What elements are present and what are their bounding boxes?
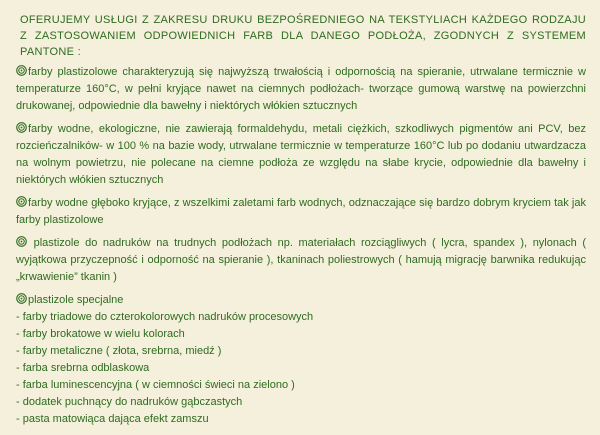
list-item: - farba srebrna odblaskowa	[16, 362, 150, 374]
list-item: - farby triadowe do czterokolorowych nadruków procesowych	[16, 311, 314, 323]
paragraph-water-covering	[16, 195, 586, 229]
paragraph-water-eco	[16, 121, 586, 189]
target-icon	[16, 122, 27, 133]
list-item: - farba luminescencyjna ( w ciemności świeci na zielono )	[16, 379, 295, 391]
intro-text: OFERUJEMY USŁUGI Z ZAKRESU DRUKU BEZPOŚREDNIEGO NA TEKSTYLIACH KAŻDEGO RODZAJU Z ZASTOSOWANIEM ODPOWIEDNICH FARB DLA DANEGO PODŁOŻA, ZGODNYCH Z SYSTEMEM PANTONE :	[20, 14, 586, 58]
list-item: - dodatek puchnący do nadruków gąbczastych	[16, 396, 243, 408]
list-item: - farby brokatowe w wielu kolorach	[16, 328, 185, 340]
target-icon	[16, 236, 27, 247]
special-list	[16, 309, 586, 428]
special-title-text: plastizole specjalne	[28, 294, 124, 306]
special-section	[16, 292, 586, 428]
target-icon	[16, 65, 27, 76]
paragraph-difficult-substrates	[16, 235, 586, 286]
paragraph-text: farby wodne, ekologiczne, nie zawierają formaldehydu, metali ciężkich, szkodliwych pigmentów ani PCV, bez rozcieńczalników- w 100 % na bazie wody, utrwalane termicznie w temperaturze 160°C lub po dodaniu utwardzacza na wolnym powietrzu, nie polecane na ciemne podłoża ze względu na słabe krycie, odpowiednie dla bawełny i niektórych włókien sztucznych	[16, 123, 586, 186]
target-icon	[16, 293, 27, 304]
special-title	[16, 292, 586, 309]
list-item: - farby metaliczne ( złota, srebrna, miedź )	[16, 345, 222, 357]
paragraph-text: plastizole do nadruków na trudnych podłożach np. materiałach rozciągliwych ( lycra, spandex ), nylonach ( wyjątkowa przyczepność i odporność na spieranie ), tkaninach poliestrowych ( hamują migrację barwnika redukując „krwawienie” tkanin )	[16, 237, 586, 283]
paragraph-text: farby wodne głęboko kryjące, z wszelkimi zaletami farb wodnych, odznaczające się bardzo dobrym kryciem tak jak farby plastizolowe	[16, 197, 586, 226]
paragraph-plastisol	[16, 64, 586, 115]
target-icon	[16, 196, 27, 207]
paragraph-text: farby plastizolowe charakteryzują się najwyższą trwałością i odpornością na spieranie, utrwalane termicznie w temperaturze 160°C, w pełni kryjące nawet na ciemnych podłożach- tworzące gumową warstwę na powierzchni drukowanej, odpowiednie dla bawełny i niektórych włókien sztucznych	[16, 66, 586, 112]
list-item: - pasta matowiąca dająca efekt zamszu	[16, 413, 209, 425]
